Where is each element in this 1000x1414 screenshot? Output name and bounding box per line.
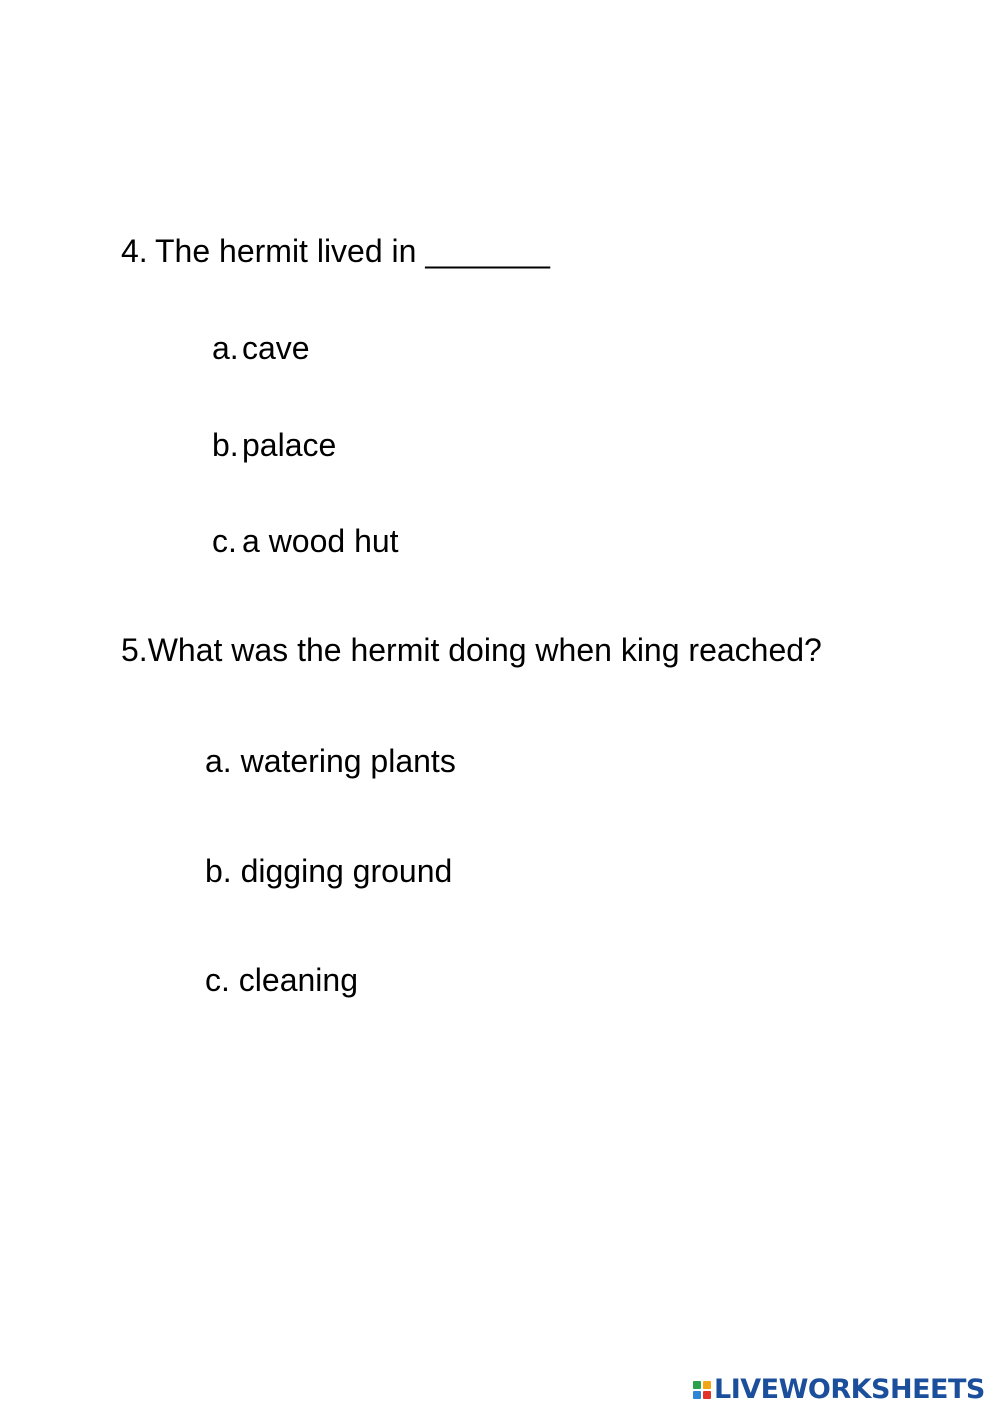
option-text: c. cleaning [205, 962, 358, 998]
logo-square-orange [703, 1381, 711, 1389]
liveworksheets-logo [693, 1375, 985, 1405]
question-4-option-b[interactable] [212, 426, 336, 464]
question-5 [121, 631, 822, 669]
question-4-option-c[interactable] [212, 522, 399, 560]
option-text: a wood hut [242, 523, 399, 559]
question-4-option-a[interactable] [212, 329, 310, 367]
question-5-text: 5.What was the hermit doing when king reached? [121, 632, 822, 668]
question-5-option-b[interactable] [205, 852, 452, 890]
option-text: cave [242, 330, 310, 366]
option-text: a. watering plants [205, 743, 456, 779]
question-4 [121, 232, 550, 270]
question-4-text: The hermit lived in _______ [155, 233, 550, 269]
question-5-option-c[interactable] [205, 961, 358, 999]
logo-square-red [703, 1391, 711, 1399]
option-text: palace [242, 427, 337, 463]
logo-mark-icon [693, 1381, 711, 1399]
question-4-number: 4. [121, 233, 148, 269]
option-text: b. digging ground [205, 853, 453, 889]
option-letter: a. [212, 330, 239, 366]
logo-text: LIVEWORKSHEETS [714, 1374, 985, 1405]
option-letter: b. [212, 427, 239, 463]
logo-square-blue [693, 1391, 701, 1399]
question-5-option-a[interactable] [205, 742, 456, 780]
logo-square-green [693, 1381, 701, 1389]
option-letter: c. [212, 523, 237, 559]
